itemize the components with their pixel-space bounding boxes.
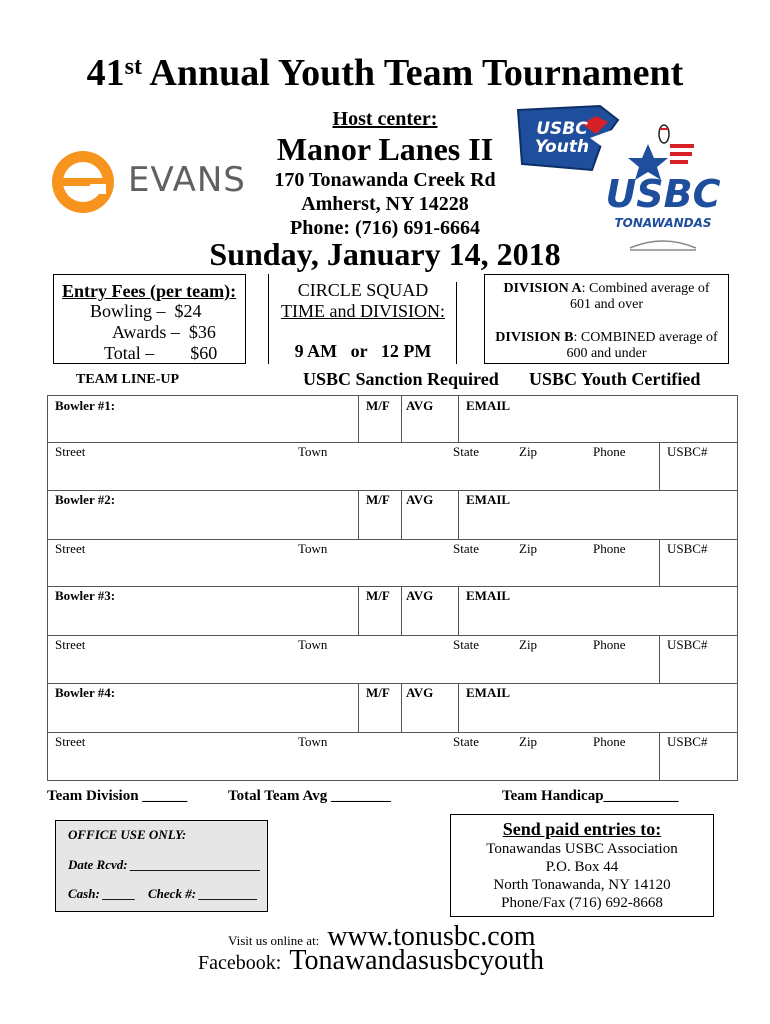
division-b[interactable]: DIVISION B: COMBINED average of	[495, 330, 718, 345]
bowler-3-state[interactable]: State	[453, 637, 479, 652]
squad-box	[268, 274, 458, 364]
bowler-4-town[interactable]: Town	[298, 734, 328, 749]
bridge-icon	[628, 234, 698, 254]
bowler-1-label: Bowler #1:	[55, 398, 116, 413]
bowler-4-email[interactable]: EMAIL	[466, 685, 511, 700]
bowler-1-phone[interactable]: Phone	[593, 444, 626, 459]
usbc-youth-logo-text: USBC Youth	[534, 119, 590, 157]
division-a-detail: 601 and over	[569, 297, 644, 312]
facebook-line	[198, 945, 544, 977]
bowler-4-zip[interactable]: Zip	[519, 734, 538, 749]
usbc-tonawandas-logo	[598, 122, 728, 256]
bowler-2-town[interactable]: Town	[298, 541, 328, 556]
bowler-1-mf[interactable]: M/F	[366, 398, 390, 413]
bowling-fee: Bowling – $24	[90, 301, 202, 321]
bowler-2-mf[interactable]: M/F	[366, 492, 390, 507]
bowler-1-street[interactable]: Street	[55, 444, 86, 459]
sanction-label: USBC Sanction Required	[303, 369, 499, 389]
venue-name: Manor Lanes II	[276, 131, 494, 167]
bowler-4-label: Bowler #4:	[55, 685, 116, 700]
entry-fees-box	[53, 274, 246, 364]
office-use-box	[55, 820, 268, 912]
bowler-2-avg[interactable]: AVG	[406, 492, 434, 507]
website-link[interactable]: www.tonusbc.com	[327, 921, 536, 952]
bowler-2-street[interactable]: Street	[55, 541, 86, 556]
bowler-4-avg[interactable]: AVG	[406, 685, 434, 700]
bowler-4-usbc[interactable]: USBC#	[667, 734, 708, 749]
bowler-4-mf[interactable]: M/F	[366, 685, 390, 700]
division-b-detail: 600 and under	[566, 346, 647, 361]
bowler-2-usbc[interactable]: USBC#	[667, 541, 708, 556]
bowler-2-phone[interactable]: Phone	[593, 541, 626, 556]
host-phone: Phone: (716) 691-6664	[290, 217, 480, 239]
bowler-3-phone[interactable]: Phone	[593, 637, 626, 652]
team-lineup-label: TEAM LINE-UP	[76, 372, 180, 387]
division-box	[484, 274, 729, 364]
evans-logo	[50, 148, 246, 216]
bowler-3-mf[interactable]: M/F	[366, 588, 390, 603]
bowler-1-zip[interactable]: Zip	[519, 444, 538, 459]
send-entries-heading: Send paid entries to:	[502, 819, 662, 839]
send-entries-box	[450, 814, 714, 917]
bowler-3-email[interactable]: EMAIL	[466, 588, 511, 603]
bowler-2-label: Bowler #2:	[55, 492, 116, 507]
evans-logo-text: EVANS	[128, 160, 246, 200]
host-center-label: Host center:	[332, 108, 438, 130]
team-lineup-table	[47, 395, 738, 781]
facebook-link[interactable]: Tonawandasusbcyouth	[289, 945, 544, 976]
tonawandas-logo-text: TONAWANDAS	[614, 216, 712, 230]
send-address-line-2: P.O. Box 44	[545, 859, 619, 875]
total-fee: Total – $60	[104, 343, 218, 363]
cash-field[interactable]: Cash: _____	[68, 886, 136, 901]
usbc-logo-text: USBC	[605, 172, 721, 216]
bowler-3-label: Bowler #3:	[55, 588, 116, 603]
office-use-heading: OFFICE USE ONLY:	[68, 827, 187, 842]
bowler-3-usbc[interactable]: USBC#	[667, 637, 708, 652]
send-address-line-3: North Tonawanda, NY 14120	[493, 877, 671, 893]
squad-divider-left	[268, 274, 269, 364]
date-received-field[interactable]: Date Rcvd: ____________________	[68, 857, 261, 872]
bowler-1-avg[interactable]: AVG	[406, 398, 434, 413]
bowler-2-email[interactable]: EMAIL	[466, 492, 511, 507]
bowler-4-street[interactable]: Street	[55, 734, 86, 749]
squad-times[interactable]: 9 AM or 12 PM	[294, 341, 432, 361]
bowler-3-zip[interactable]: Zip	[519, 637, 538, 652]
bowler-1-state[interactable]: State	[453, 444, 479, 459]
bowler-1-usbc[interactable]: USBC#	[667, 444, 708, 459]
bowler-2-state[interactable]: State	[453, 541, 479, 556]
bowler-1-town[interactable]: Town	[298, 444, 328, 459]
certified-label: USBC Youth Certified	[529, 369, 701, 389]
entry-fees-heading: Entry Fees (per team):	[62, 281, 237, 301]
division-a[interactable]: DIVISION A: Combined average of	[503, 281, 710, 296]
awards-fee: Awards – $36	[112, 322, 216, 342]
team-division-field[interactable]: Team Division ______	[47, 788, 188, 804]
page-title: 41st Annual Youth Team Tournament	[86, 52, 684, 94]
address-line-2: Amherst, NY 14228	[301, 193, 469, 215]
send-address-line-1: Tonawandas USBC Association	[486, 841, 678, 857]
send-phone-fax: Phone/Fax (716) 692-8668	[501, 895, 663, 911]
squad-divider-right	[456, 282, 457, 364]
bowler-2-zip[interactable]: Zip	[519, 541, 538, 556]
bowler-4-phone[interactable]: Phone	[593, 734, 626, 749]
visit-label: Visit us online at:	[228, 933, 320, 948]
bowler-3-town[interactable]: Town	[298, 637, 328, 652]
team-handicap-field[interactable]: Team Handicap__________	[502, 788, 679, 804]
facebook-label: Facebook:	[198, 952, 282, 974]
bowler-4-state[interactable]: State	[453, 734, 479, 749]
total-team-avg-field[interactable]: Total Team Avg ________	[228, 788, 391, 804]
address-line-1: 170 Tonawanda Creek Rd	[274, 169, 496, 191]
bowler-3-avg[interactable]: AVG	[406, 588, 434, 603]
squad-heading-2: TIME and DIVISION:	[281, 301, 445, 321]
squad-heading-1: CIRCLE SQUAD	[297, 280, 429, 300]
event-date: Sunday, January 14, 2018	[209, 236, 561, 272]
check-number-field[interactable]: Check #: _________	[148, 886, 258, 901]
bowler-3-street[interactable]: Street	[55, 637, 86, 652]
bowler-1-email[interactable]: EMAIL	[466, 398, 511, 413]
